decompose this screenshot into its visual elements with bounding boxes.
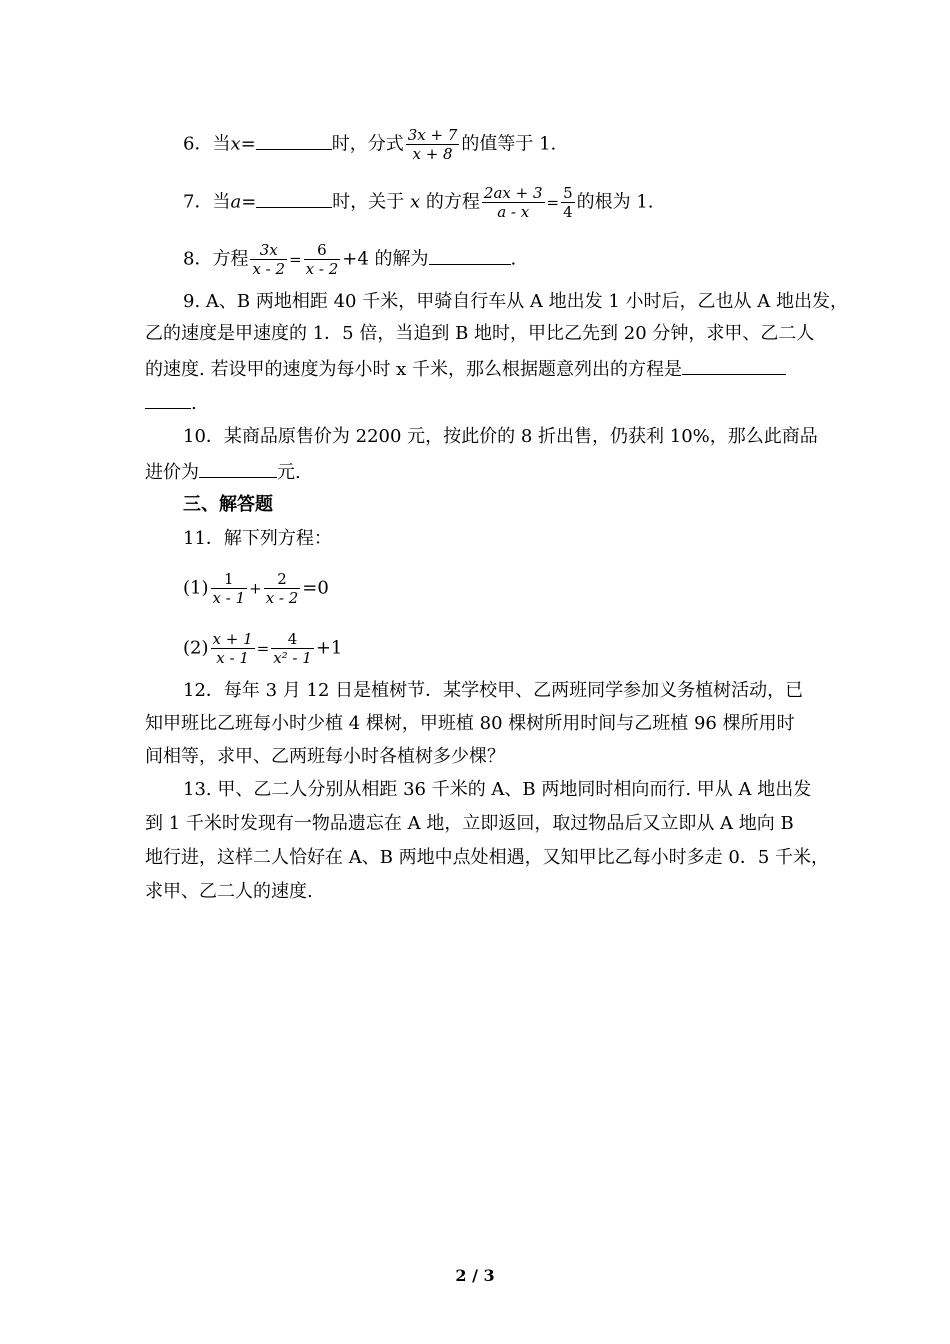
q6-text-1: 6．当: [183, 133, 231, 155]
q12-line-2: 知甲班比乙班每小时少植 4 棵树，甲班植 80 棵树所用时间与乙班植 96 棵所用时: [145, 713, 795, 734]
q10-line-2: [145, 459, 301, 485]
q11-e1-fraction-2: $\frac{2}{x - 2}$: [265, 570, 299, 607]
q10-line-1: 10．某商品原售价为 2200 元，按此价的 8 折出售，仍获利 10%，那么此商品: [183, 426, 818, 447]
q9-answer-blank-cont[interactable]: [145, 390, 191, 409]
q8-fraction-left: $\frac{3x}{x - 2}$: [252, 241, 286, 278]
q9-answer-blank[interactable]: [682, 356, 786, 375]
q7-eq: =: [241, 191, 257, 213]
q10-line-2-tail: 元.: [277, 462, 301, 483]
q6-text-3: 的值等于 1.: [461, 133, 557, 155]
q13-line-3: 地行进，这样二人恰好在 A、B 两地中点处相遇，又知甲比乙每小时多走 0．5 千米，: [145, 847, 830, 868]
q13-line-4: 求甲、乙二人的速度.: [145, 881, 313, 902]
section-heading: 三、解答题: [183, 494, 273, 515]
q8-answer-blank[interactable]: [429, 246, 511, 265]
q11-e1-fraction-1: $\frac{1}{x - 1}$: [212, 570, 246, 607]
q7-text-1: 7．当: [183, 191, 231, 213]
q7-equals: =: [546, 193, 560, 212]
q7-fraction-right: $\frac{5}{4}$: [563, 184, 573, 221]
q9-line-4-text: .: [191, 393, 197, 414]
q6-fraction: $\frac{3x + 7}{x + 8}$: [407, 126, 458, 163]
q6-text-2: 时，分式: [331, 133, 404, 155]
q7-var: a: [230, 191, 242, 213]
q8-fraction-right: $\frac{6}{x - 2}$: [305, 241, 339, 278]
q7-answer-blank[interactable]: [256, 189, 332, 208]
q7-var2: x: [410, 191, 421, 213]
q11-equation-1: [183, 570, 329, 607]
q7-fraction-left: $\frac{2ax + 3}{a - x}$: [483, 184, 543, 221]
q8-text-1: 8．方程: [183, 248, 249, 270]
q6-answer-blank[interactable]: [256, 131, 332, 150]
q8-equals: =: [289, 250, 302, 269]
q7-text-3: 的方程: [425, 191, 480, 213]
q9-line-4: [145, 390, 197, 416]
q7-text-4: 的根为 1.: [576, 191, 654, 213]
q11-e1-label: (1): [183, 577, 209, 599]
q12-line-1: 12．每年 3 月 12 日是植树节．某学校甲、乙两班同学参加义务植树活动，已: [183, 680, 804, 701]
q11-e2-fraction-2: $\frac{4}{\text{x² - 1}}$: [273, 630, 312, 667]
q11-title: 11．解下列方程：: [183, 528, 332, 549]
q9-line-3-text: 的速度. 若设甲的速度为每小时 x 千米，那么根据题意列出的方程是: [145, 359, 683, 380]
q10-answer-blank[interactable]: [199, 459, 277, 478]
q6-eq: =: [240, 133, 256, 155]
q6-var: x: [230, 133, 241, 155]
q13-line-2: 到 1 千米时发现有一物品遗忘在 A 地，立即返回，取过物品后又立即从 A 地向 B: [145, 813, 794, 834]
q7-text-2: 时，关于: [332, 191, 405, 213]
q11-e1-plus: +: [249, 579, 262, 598]
q8-text-2: +4 的解为: [342, 248, 429, 270]
q9-line-2: 乙的速度是甲速度的 1．5 倍，当追到 B 地时，甲比乙先到 20 分钟，求甲、乙二人: [145, 323, 815, 344]
question-7: [183, 184, 654, 221]
q12-line-3: 间相等，求甲、乙两班每小时各植树多少棵？: [145, 746, 505, 767]
q11-e2-equals: =: [256, 639, 270, 658]
q9-line-1: 9. A、B 两地相距 40 千米，甲骑自行车从 A 地出发 1 小时后，乙也从 A 地出发，: [183, 291, 848, 312]
q11-e2-tail: +1: [315, 637, 343, 659]
q8-text-3: .: [510, 248, 517, 270]
q10-line-2-text: 进价为: [145, 462, 199, 483]
q9-line-3: [145, 356, 786, 382]
page-number: 2 / 3: [455, 1266, 495, 1285]
question-8: [183, 241, 516, 278]
q11-e2-fraction-1: $\frac{x + 1}{x - 1}$: [212, 630, 253, 667]
q11-e1-tail: =0: [302, 577, 329, 599]
q11-equation-2: [183, 630, 342, 667]
q11-e2-label: (2): [183, 637, 209, 659]
question-6: [183, 126, 556, 163]
q13-line-1: 13. 甲、乙二人分别从相距 36 千米的 A、B 两地同时相向而行. 甲从 A 地出发: [183, 779, 812, 800]
